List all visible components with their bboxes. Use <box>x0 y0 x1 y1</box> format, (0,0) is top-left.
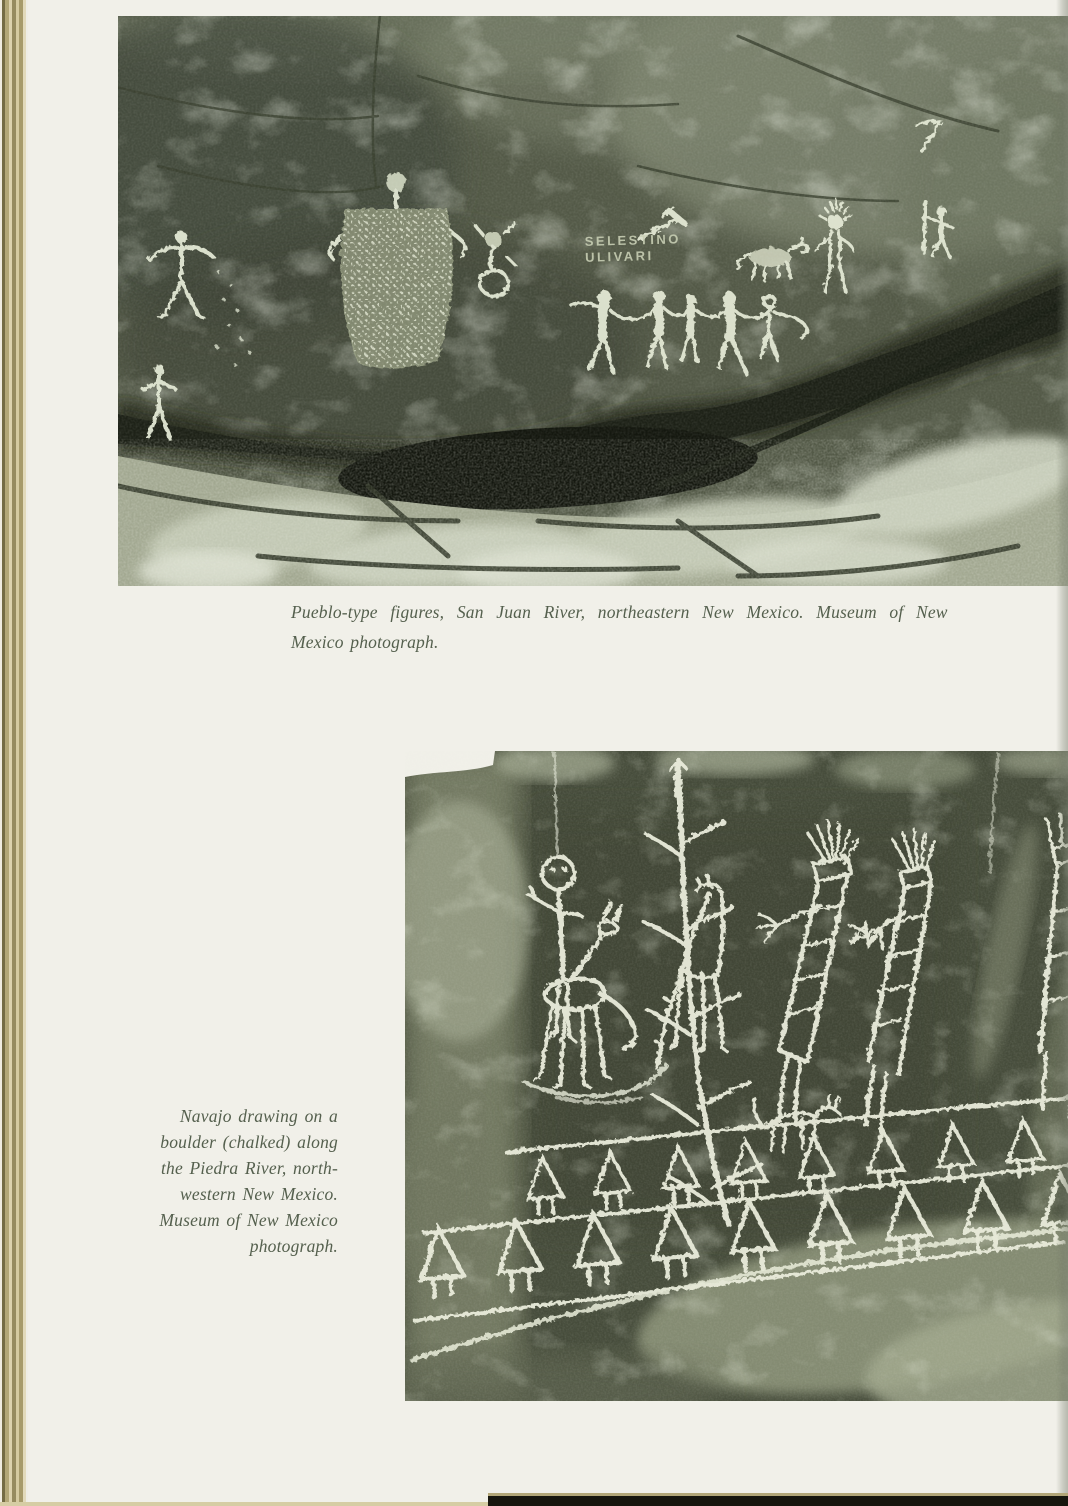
caption-navajo-line3: the Piedra River, north- <box>160 1158 338 1178</box>
caption-navajo-line4: western New Mexico. <box>180 1184 338 1204</box>
caption-navajo-line1: Navajo drawing on a <box>179 1106 338 1126</box>
page-binding-stripes <box>0 0 28 1506</box>
inscription-line2: ULIVARI <box>584 248 654 265</box>
navajo-photo-svg <box>405 751 1068 1401</box>
caption-navajo-line6: photograph. <box>249 1236 338 1256</box>
caption-navajo <box>98 1103 338 1259</box>
caption-pueblo-line2: Mexico photograph. <box>291 632 439 652</box>
caption-pueblo-line1: Pueblo-type figures, San Juan River, northeastern New Mexico. Museum of New <box>291 602 948 622</box>
bottom-edge-dark-band <box>488 1493 1068 1506</box>
photo-grain-overlay <box>405 751 1068 1401</box>
page-curl-shadow <box>1056 0 1068 1506</box>
pueblo-photo-svg <box>118 16 1068 586</box>
photo-grain-overlay <box>118 16 1068 586</box>
bottom-edge-tan-line <box>0 1502 500 1506</box>
photo-pueblo-petroglyphs <box>118 16 1068 586</box>
caption-navajo-line5: Museum of New Mexico <box>159 1210 338 1230</box>
inscription-line1: SELESTINO <box>584 231 682 249</box>
caption-pueblo <box>291 597 1053 657</box>
photo-navajo-drawing <box>405 751 1068 1401</box>
caption-navajo-line2: boulder (chalked) along <box>160 1132 338 1152</box>
